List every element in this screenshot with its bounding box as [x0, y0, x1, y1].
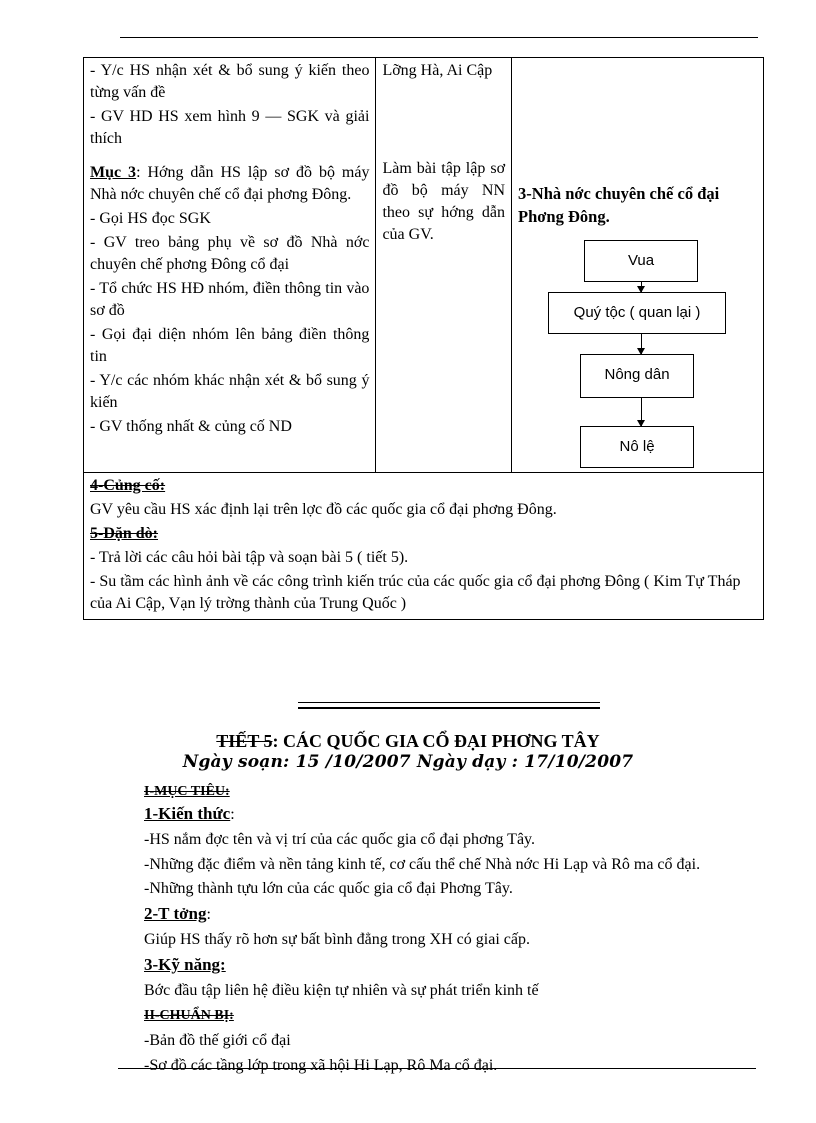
header-rule	[120, 37, 758, 38]
consolidate-text: GV yêu cầu HS xác định lại trên lợc đồ các quốc gia cổ đại phơng Đông.	[90, 501, 557, 518]
student-task-text: Làm bài tập lập sơ đồ bộ máy NN theo sự hớng dẫn của GV.	[382, 160, 506, 243]
knowledge-colon: :	[230, 806, 235, 823]
list-item: - Tổ chức HS HĐ nhóm, điền thông tin vào sơ đồ	[90, 280, 370, 319]
section-heading: 3-Nhà nớc chuyên chế cổ đại Phơng Đông.	[518, 184, 720, 226]
list-item: - GV thống nhất & củng cố ND	[90, 418, 292, 435]
list-item: - Gọi đại diện nhóm lên bảng điền thông tin	[90, 326, 370, 365]
footer-rule	[118, 1068, 756, 1069]
diagram-box-nobles: Quý tộc ( quan lại )	[548, 292, 726, 334]
list-item: - Y/c HS nhận xét & bổ sung ý kiến theo từng vấn đề	[90, 62, 370, 101]
lesson-body	[118, 780, 758, 1080]
muc3-text: : Hớng dẫn HS lập sơ đồ bộ máy Nhà nớc chuyên chế cổ đại phơng Đông.	[90, 164, 370, 203]
lesson-dates: Ngày soạn: 15 /10/2007 Ngày dạy : 17/10/2007	[182, 752, 634, 772]
footer-cell	[84, 473, 764, 620]
list-item: -Những thành tựu lớn của các quốc gia cổ đại Phơng Tây.	[144, 880, 513, 898]
state-hierarchy-diagram	[518, 240, 757, 470]
skill-text: Bớc đầu tập liên hệ điều kiện tự nhiên và sự phát triển kinh tế	[144, 981, 539, 999]
list-item: - Y/c các nhóm khác nhận xét & bổ sung ý kiến	[90, 372, 370, 411]
list-item: - Gọi HS đọc SGK	[90, 210, 211, 227]
muc3-paragraph	[90, 162, 369, 206]
diagram-box-king: Vua	[584, 240, 698, 282]
diagram-arrow	[641, 398, 642, 426]
section-divider	[298, 702, 600, 709]
student-activities-cell	[376, 58, 512, 473]
content-cell	[512, 58, 764, 473]
diagram-box-farmers: Nông dân	[580, 354, 694, 398]
table-row-activities	[84, 58, 764, 473]
thought-heading: 2-T tởng	[144, 904, 207, 924]
thought-colon: :	[206, 906, 211, 924]
lesson-number: TIẾT 5	[216, 731, 273, 751]
list-item: - GV HD HS xem hình 9 — SGK và giải thích	[90, 108, 370, 147]
muc3-label: Mục 3	[90, 164, 137, 181]
thought-text: Giúp HS thấy rõ hơn sự bất bình đẳng trong XH có giai cấp.	[144, 930, 530, 948]
location-text: Lỡng Hà, Ai Cập	[382, 62, 493, 79]
list-item: - Su tầm các hình ảnh về các công trình kiến trúc của các quốc gia cổ đại phơng Đông ( Kim Tự Tháp của Ai Cập, Vạn lý trờng thành của Trung Quốc )	[90, 573, 741, 612]
teacher-activities-cell	[84, 58, 376, 473]
list-item: - Trả lời các câu hỏi bài tập và soạn bài 5 ( tiết 5).	[90, 549, 409, 566]
diagram-arrow	[641, 334, 642, 354]
homework-heading: 5-Dặn dò:	[90, 525, 159, 542]
skill-heading: 3-Kỹ năng:	[144, 954, 226, 974]
objectives-heading: I-MỤC TIÊU:	[144, 784, 230, 799]
table-row-footer	[84, 473, 764, 620]
knowledge-heading: 1-Kiến thức	[144, 804, 231, 823]
lesson-title	[0, 731, 816, 752]
list-item: -Những đặc điểm và nền tảng kinh tế, cơ cấu thể chế Nhà nớc Hi Lạp và Rô ma cổ đại.	[144, 855, 701, 873]
diagram-box-slaves: Nô lệ	[580, 426, 694, 468]
consolidate-heading: 4-Củng cố:	[90, 477, 166, 494]
list-item: -Bản đồ thế giới cổ đại	[144, 1032, 291, 1050]
list-item: - GV treo bảng phụ về sơ đồ Nhà nớc chuyên chế phơng Đông cổ đại	[90, 234, 370, 273]
lesson-table	[83, 57, 764, 620]
lesson-title-text: : CÁC QUỐC GIA CỔ ĐẠI PHƠNG TÂY	[272, 731, 600, 751]
diagram-arrow	[641, 282, 642, 292]
list-item: -HS nắm đợc tên và vị trí của các quốc gia cổ đại phơng Tây.	[144, 830, 536, 848]
prep-heading: II-CHUẨN BỊ:	[144, 1008, 234, 1024]
list-item: -Sơ đồ các tầng lớp trong xã hội Hi Lạp, Rô Ma cổ đại.	[144, 1056, 498, 1074]
